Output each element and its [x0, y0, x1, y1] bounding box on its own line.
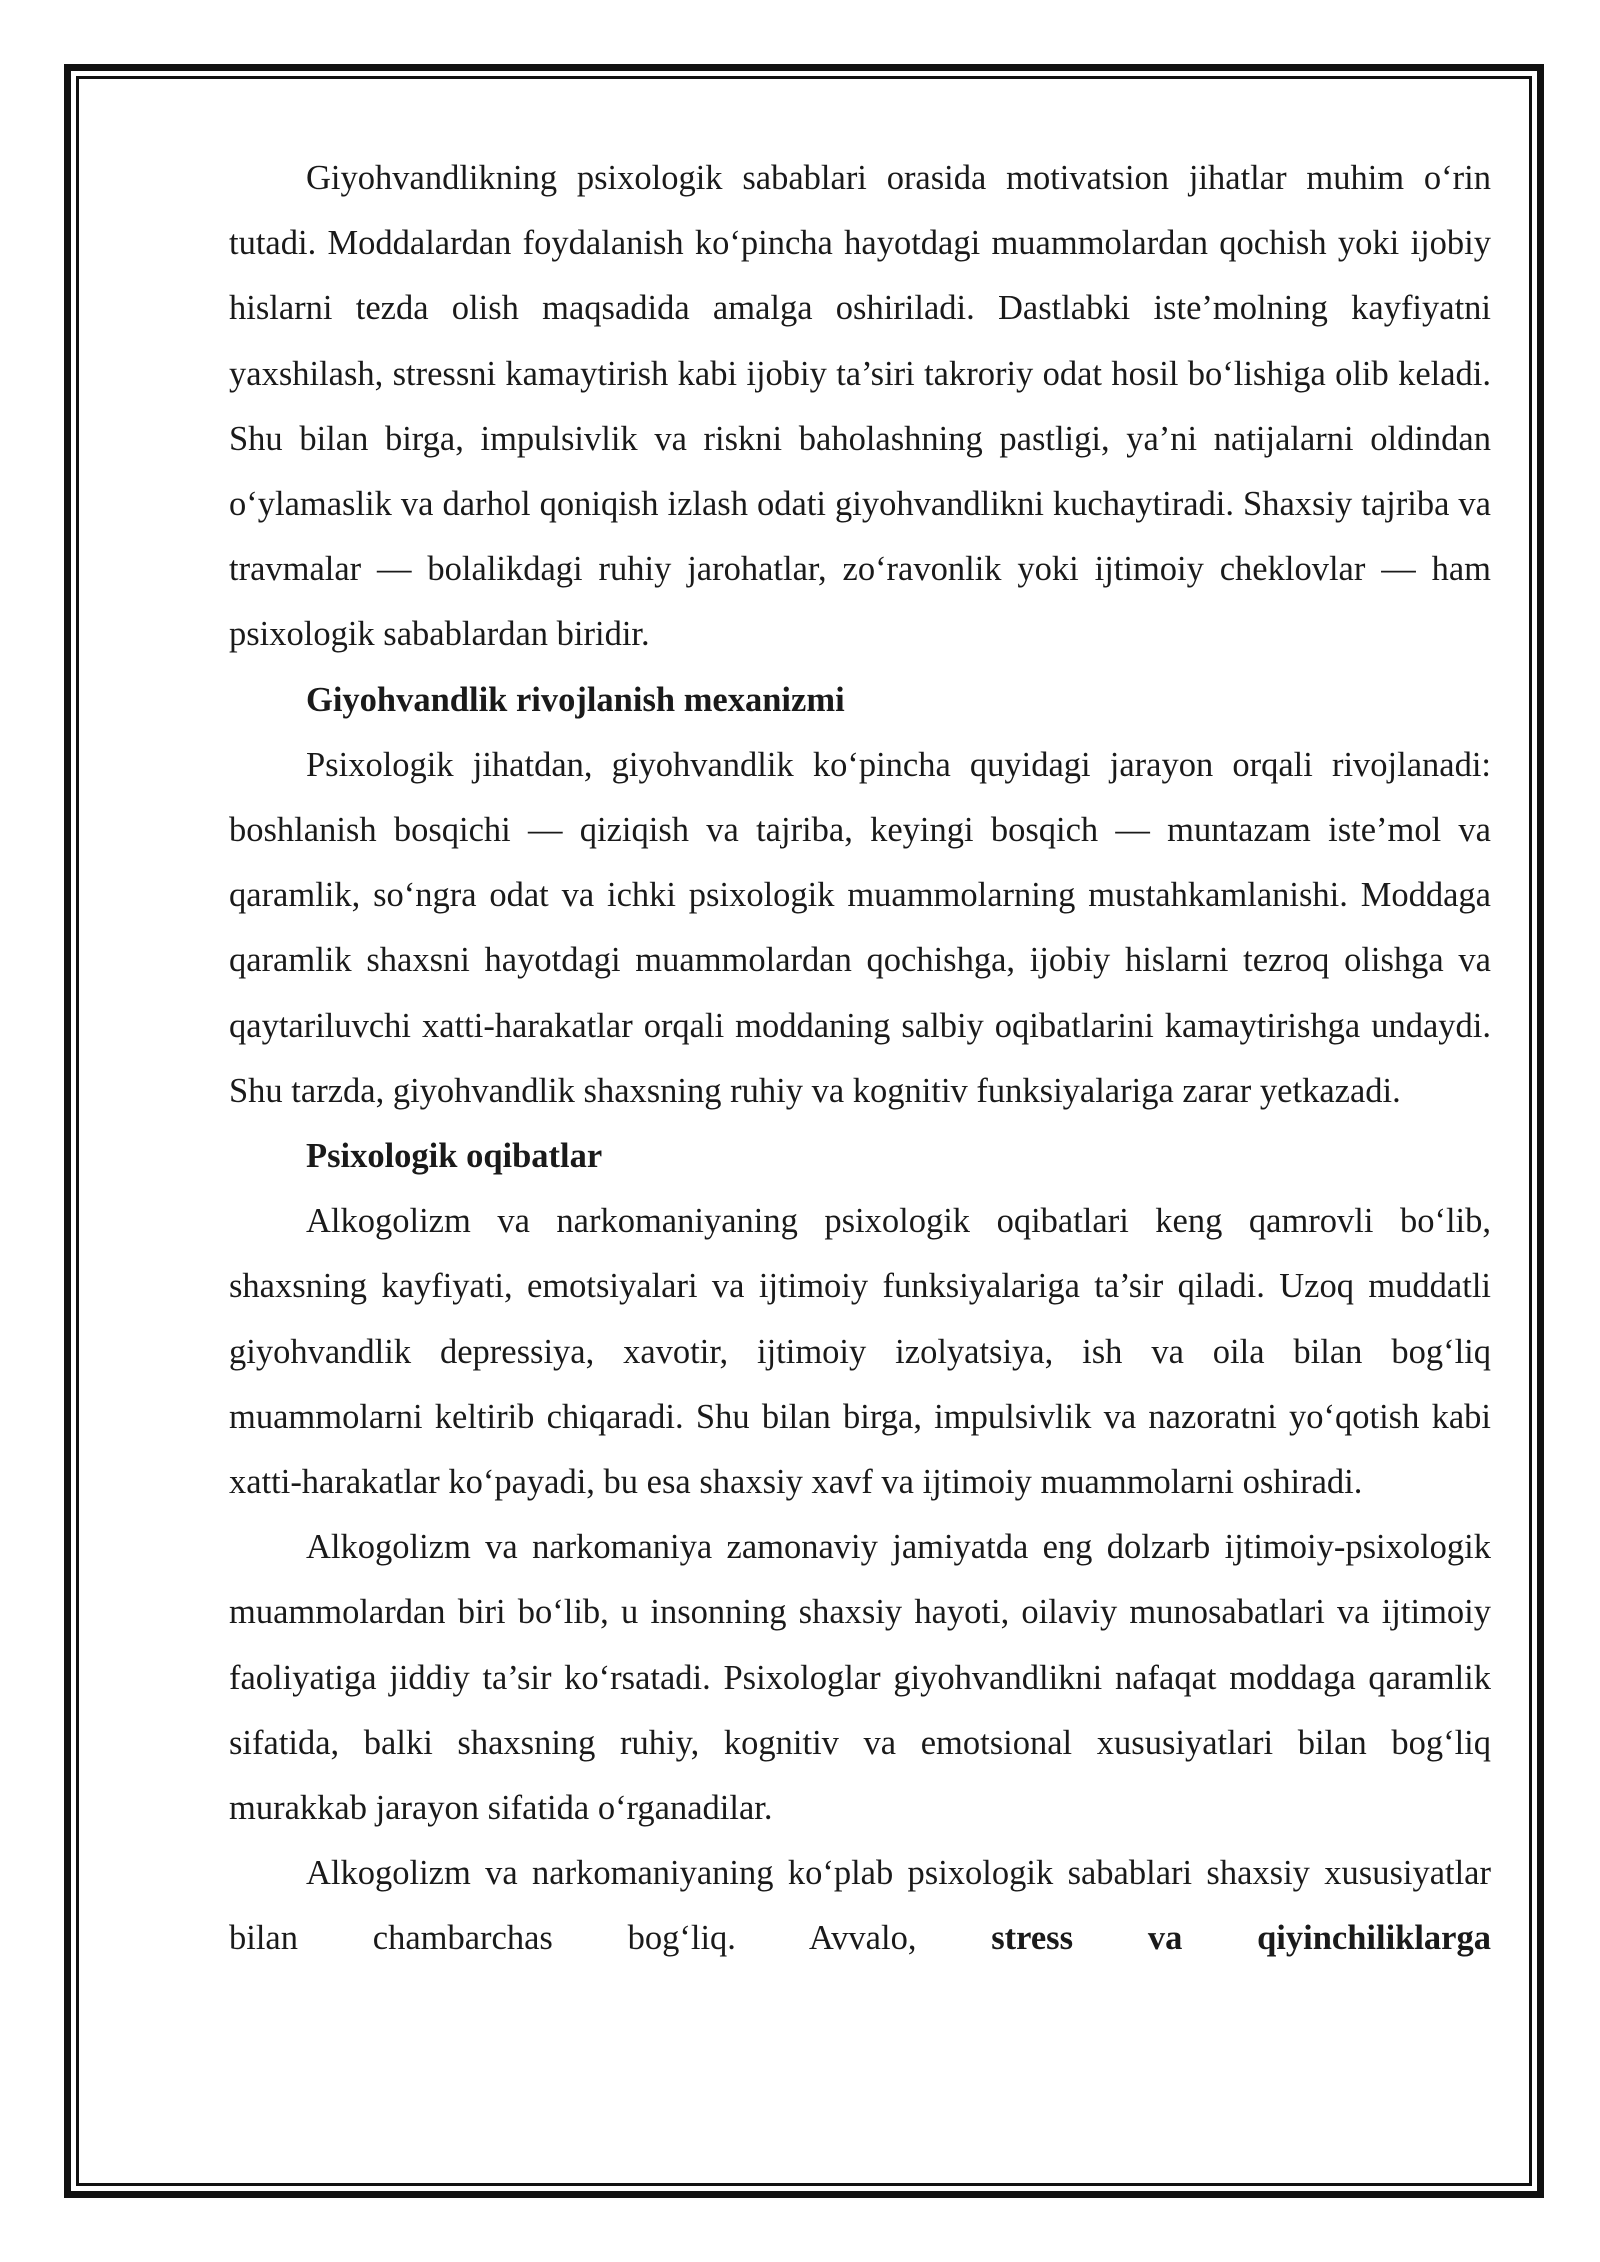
paragraph-personal-traits-text: Alkogolizm va narkomaniyaning ko‘plab psixologik sabablari shaxsiy xususiyatlar bilan chambarchas bog‘liq. Avvalo,	[229, 1854, 1491, 1958]
paragraph-addiction-development: Psixologik jihatdan, giyohvandlik ko‘pincha quyidagi jarayon orqali rivojlanadi: boshlanish bosqichi — qiziqish va tajriba, keyingi bosqich — muntazam iste’mol va qaramlik, so‘ngra odat va ichki psixologik muammolarning mustahkamlanishi. Moddaga qaramlik shaxsni hayotdagi muammolardan qochishga, ijobiy hislarni tezroq olishga va qaytariluvchi xatti-harakatlar orqali moddaning salbiy oqibatlarini kamaytirishga undaydi. Shu tarzda, giyohvandlik shaxsning ruhiy va kognitiv funksiyalariga zarar yetkazadi.	[229, 745, 1491, 1110]
paragraph-consequences: Alkogolizm va narkomaniyaning psixologik oqibatlari keng qamrovli bo‘lib, shaxsning kayfiyati, emotsiyalari va ijtimoiy funksiyalariga ta’sir qiladi. Uzoq muddatli giyohvandlik depressiya, xavotir, ijtimoiy izolyatsiya, ish va oila bilan bog‘liq muammolarni keltirib chiqaradi. Shu bilan birga, impulsivlik va nazoratni yo‘qotish kabi xatti-harakatlar ko‘payadi, bu esa shaxsiy xavf va ijtimoiy muammolarni oshiradi.	[229, 1202, 1491, 1502]
paragraph-psychological-causes: Giyohvandlikning psixologik sabablari orasida motivatsion jihatlar muhim o‘rin tutadi. Moddalardan foydalanish ko‘pincha hayotdagi muammolardan qochish yoki ijobiy hislarni tezda olish maqsadida amalga oshiriladi. Dastlabki iste’molning kayfiyatni yaxshilash, stressni kamaytirish kabi ijobiy ta’siri takroriy odat hosil bo‘lishiga olib keladi. Shu bilan birga, impulsivlik va riskni baholashning pastligi, ya’ni natijalarni oldindan o‘ylamaslik va darhol qoniqish izlash odati giyohvandlikni kuchaytiradi. Shaxsiy tajriba va travmalar — bolalikdagi ruhiy jarohatlar, zo‘ravonlik yoki ijtimoiy cheklovlar — ham psixologik sabablardan biridir.	[229, 159, 1491, 654]
paragraph-social-problem: Alkogolizm va narkomaniya zamonaviy jamiyatda eng dolzarb ijtimoiy-psixologik muammolardan biri bo‘lib, u insonning shaxsiy hayoti, oilaviy munosabatlari va ijtimoiy faoliyatiga jiddiy ta’sir ko‘rsatadi. Psixologlar giyohvandlikni nafaqat moddaga qaramlik sifatida, balki shaxsning ruhiy, kognitiv va emotsional xususiyatlari bilan bog‘liq murakkab jarayon sifatida o‘rganadilar.	[229, 1528, 1491, 1828]
document-body	[229, 146, 1491, 1972]
heading-addiction-mechanism: Giyohvandlik rivojlanish mexanizmi	[306, 680, 845, 719]
paragraph-personal-traits-bold: stress va qiyinchiliklarga	[991, 1919, 1491, 1958]
paragraph-personal-traits	[229, 1841, 1491, 1971]
heading-psychological-consequences: Psixologik oqibatlar	[306, 1137, 603, 1176]
